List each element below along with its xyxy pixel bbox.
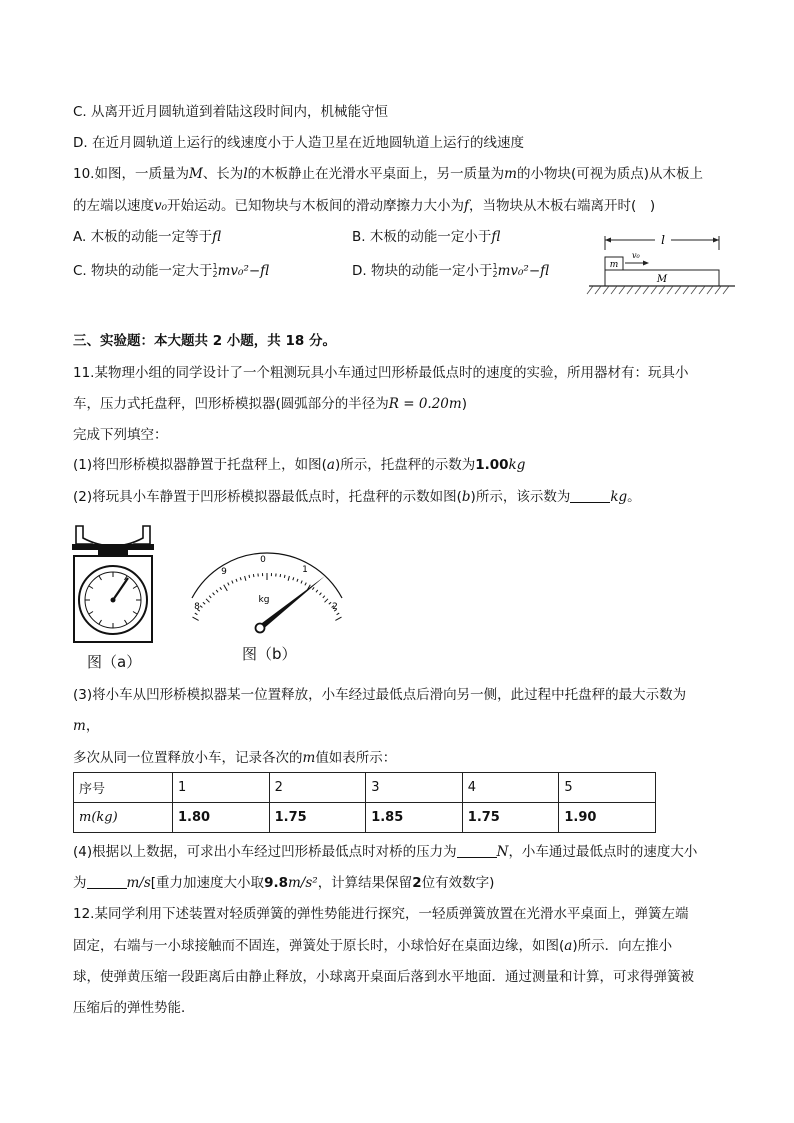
table-row	[74, 803, 656, 833]
table-cell: 1.75	[269, 803, 366, 833]
q10-option-d: D. 物块的动能一定小于1 2mv₀²−fl	[352, 262, 550, 279]
table-cell: 1.75	[462, 803, 559, 833]
ground-hatching	[587, 286, 729, 294]
dial-label-1: 1	[302, 565, 308, 575]
table-row-label: m(kg)	[74, 803, 173, 833]
dial-tick	[209, 596, 211, 598]
dial-tick	[325, 599, 329, 603]
figure-b-caption: 图（b）	[242, 645, 297, 663]
q10-line-2: 的左端以速度v₀开始运动。已知物块与木板间的滑动摩擦力大小为f，当物块从木板右端离开时( )	[73, 198, 656, 214]
dial-label-2: 2	[332, 602, 338, 612]
table-header-cell: 5	[559, 773, 656, 803]
block-label: m	[609, 260, 619, 270]
dial-tick	[335, 617, 341, 620]
dial-tick	[320, 593, 322, 595]
half-fraction: 1 2	[212, 262, 218, 279]
q11-step-4-cont: 为 m/s[重力加速度大小取9.8m/s²，计算结果保留2位有效数字)	[73, 875, 495, 891]
dial-tick	[288, 576, 289, 581]
dial-tick	[245, 576, 246, 581]
q12-line-4: 压缩后的弹性势能．	[73, 1000, 195, 1016]
q11-step-4: (4)根据以上数据，可求出小车经过凹形桥最低点时对桥的压力为 N，小车通过最低点时的速度大小	[73, 844, 698, 860]
q11-step-1: (1)将凹形桥模拟器静置于托盘秤上，如图(a)所示，托盘秤的示数为1.00kg	[73, 457, 526, 473]
board-label: M	[656, 274, 668, 285]
dial-tick	[213, 593, 215, 595]
dial-tick	[312, 587, 314, 589]
q10-option-a: A. 木板的动能一定等于fl	[73, 229, 222, 245]
dial-tick	[249, 575, 250, 578]
length-label: l	[661, 233, 665, 247]
dial-tick	[305, 583, 306, 586]
q9-option-d: D. 在近月圆轨道上运行的线速度小于人造卫星在近地圆轨道上运行的线速度	[73, 135, 524, 151]
dial-tick	[193, 617, 199, 620]
q10-board-figure	[585, 228, 740, 300]
q11-line-3: 完成下列填空：	[73, 427, 168, 443]
mass-data-table	[73, 772, 656, 833]
dial-unit-label: kg	[258, 595, 270, 605]
q10-option-b: B. 木板的动能一定小于fl	[352, 229, 501, 245]
q11-line-2: 车，压力式托盘秤，凹形桥模拟器(圆弧部分的半径为R = 0.20m)	[73, 396, 467, 412]
q12-line-2: 固定，右端与一小球接触而不固连，弹簧处于原长时，小球恰好在桌面边缘，如图(a)所示．向左推小	[73, 938, 673, 954]
table-header-cell: 3	[366, 773, 463, 803]
dial-tick	[280, 574, 281, 577]
dial-tick	[329, 602, 331, 604]
dial-tick	[203, 602, 205, 604]
section-3-title: 三、实验题：本大题共 2 小题，共 18 分。	[73, 333, 336, 349]
dial-pivot	[256, 624, 265, 633]
q11-step-3: (3)将小车从凹形桥模拟器某一位置释放，小车经过最低点后滑向另一侧，此过程中托盘秤的最大示数为	[73, 687, 687, 703]
dial-label-8: 8	[194, 602, 200, 612]
q11-line-1: 11.某物理小组的同学设计了一个粗测玩具小车通过凹形桥最低点时的速度的实验，所用器材有：玩具小	[73, 365, 689, 381]
q9-option-c: C. 从离开近月圆轨道到着陆这段时间内，机械能守恒	[73, 104, 389, 120]
dial-label-9: 9	[221, 567, 227, 577]
figure-a-caption: 图（a）	[87, 653, 142, 671]
q11-step-3-table-intro: 多次从同一位置释放小车，记录各次的m值如表所示：	[73, 750, 397, 766]
dial-tick	[206, 599, 210, 603]
dial-tick	[200, 606, 202, 608]
q12-line-1: 12.某同学利用下述装置对轻质弹簧的弹性势能进行探究，一轻质弹簧放置在光滑水平桌面上，弹簧左端	[73, 906, 689, 922]
q11-step-2: (2)将玩具小车静置于凹形桥模拟器最低点时，托盘秤的示数如图(b)所示，该示数为 kg。	[73, 489, 641, 505]
dial-tick	[293, 577, 294, 580]
dial-tick	[253, 574, 254, 577]
table-row	[74, 773, 656, 803]
table-header-cell: 1	[173, 773, 270, 803]
dial-tick	[224, 585, 228, 591]
dial-tick	[232, 581, 233, 584]
table-header-cell: 4	[462, 773, 559, 803]
answer-blank[interactable]	[570, 488, 610, 503]
table-cell: 1.90	[559, 803, 656, 833]
q11-step-3-cont: m，	[73, 718, 100, 734]
table-cell: 1.85	[366, 803, 463, 833]
dial-label-0: 0	[260, 555, 266, 565]
dial-tick	[316, 590, 318, 592]
velocity-label: v₀	[632, 251, 640, 260]
dial-tick	[323, 596, 325, 598]
half-fraction: 1 2	[492, 262, 498, 279]
q10-option-c: C. 物块的动能一定大于1 2mv₀²−fl	[73, 262, 270, 279]
table-header-label: 序号	[74, 773, 173, 803]
answer-blank[interactable]	[457, 843, 497, 858]
dial-tick	[337, 613, 340, 615]
q10-line-1: 10.如图，一质量为M、长为l的木板静止在光滑水平桌面上，另一质量为m的小物块(可视为质点)从木板上	[73, 166, 703, 182]
figure-a-scale	[68, 520, 158, 648]
dial-tick	[228, 583, 229, 586]
dial-tick	[301, 581, 302, 584]
table-header-cell: 2	[269, 773, 366, 803]
q12-line-3: 球，使弹黄压缩一段距离后由静止释放，小球离开桌面后落到水平地面．通过测量和计算，可求得弹簧被	[73, 969, 694, 985]
scale-pan	[72, 544, 154, 550]
dial-tick	[216, 590, 218, 592]
dial-tick	[220, 587, 222, 589]
dial-tick	[240, 577, 241, 580]
figure-b-dial	[178, 530, 358, 638]
dial-tick	[284, 575, 285, 578]
dial-tick	[236, 579, 237, 582]
dial-tick	[297, 579, 298, 582]
dial-tick	[195, 613, 198, 615]
table-cell: 1.80	[173, 803, 270, 833]
answer-blank[interactable]	[87, 874, 127, 889]
